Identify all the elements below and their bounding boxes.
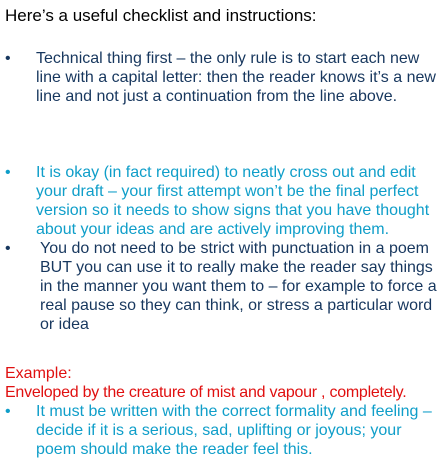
page-title: Here’s a useful checklist and instructions: bbox=[5, 6, 317, 25]
list-item-text: Technical thing first – the only rule is to start each new line with a capital letter: then the reader knows it’s a new line and not just a continuation from the line above. bbox=[36, 50, 436, 105]
bullet-icon: • bbox=[5, 50, 11, 67]
list-item-text: You do not need to be strict with punctuation in a poem BUT you can use it to really make the reader say things in the manner you want them to – for example to force a real pause so they can think, or stress a particular word or idea bbox=[40, 240, 437, 333]
list-item-edit-draft bbox=[0, 163, 445, 239]
list-item-punctuation bbox=[0, 239, 445, 334]
bullet-icon: • bbox=[5, 403, 11, 420]
bullet-icon: • bbox=[5, 164, 11, 181]
list-item-capital-letters bbox=[0, 49, 445, 106]
list-item-text: It is okay (in fact required) to neatly cross out and edit your draft – your first attempt won’t be the final perfect version so it needs to show signs that you have thought about your ideas and are actively improving them. bbox=[36, 164, 430, 238]
list-item-formality bbox=[0, 402, 445, 459]
list-item-text: It must be written with the correct formality and feeling – decide if it is a serious, sad, uplifting or joyous; your poem should make the reader feel this. bbox=[36, 403, 432, 458]
bullet-icon: • bbox=[5, 240, 11, 257]
example-label: Example: bbox=[5, 365, 72, 382]
example-line: Enveloped by the creature of mist and vapour , completely. bbox=[5, 384, 407, 401]
